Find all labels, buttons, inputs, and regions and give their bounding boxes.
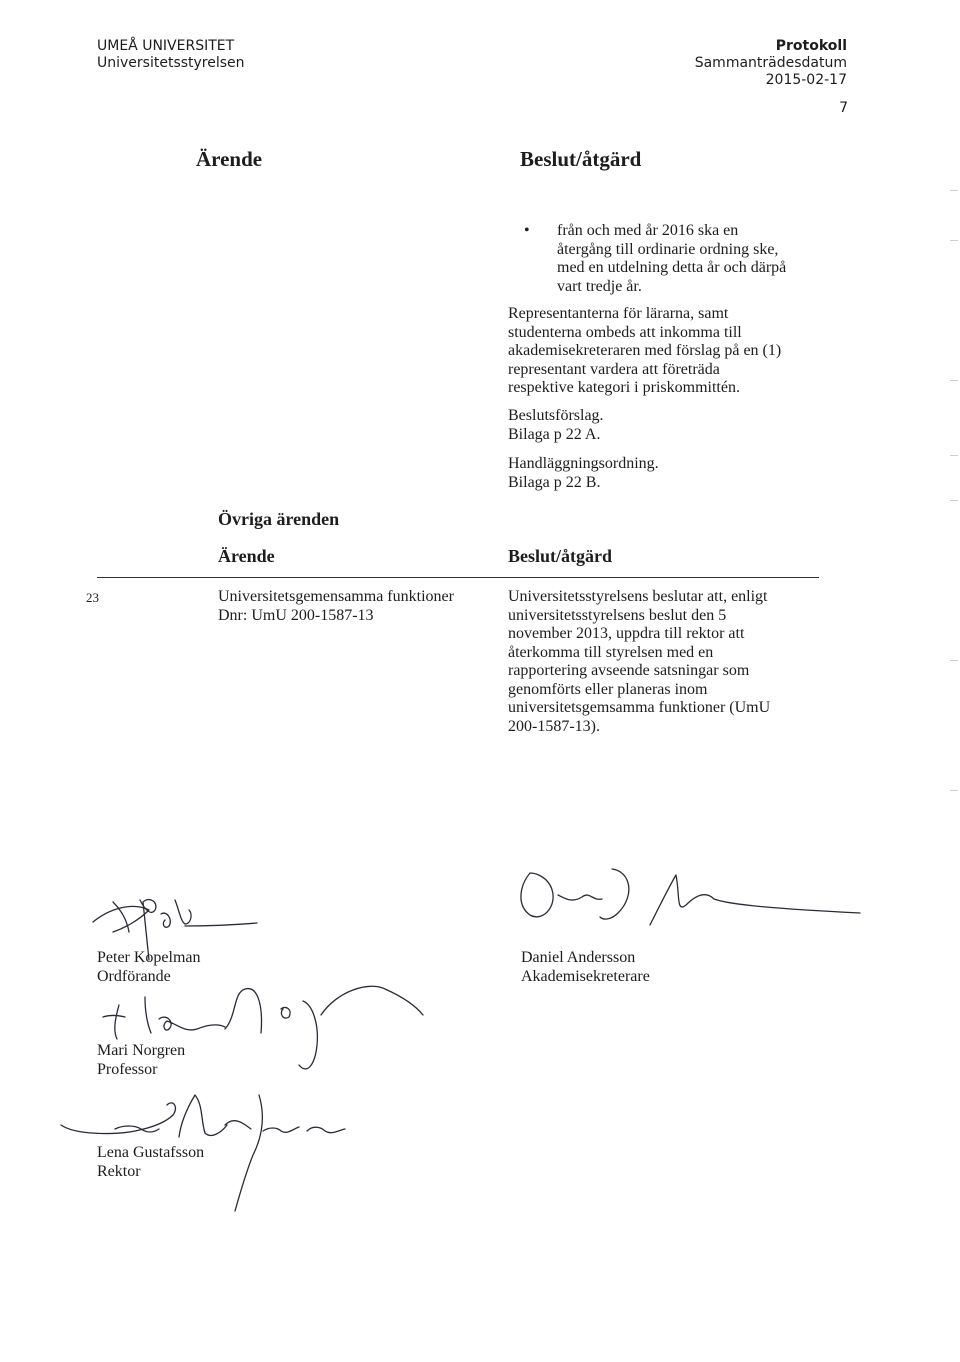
unit-name: Universitetsstyrelsen bbox=[97, 55, 245, 71]
signatory-akademisekreterare bbox=[521, 948, 650, 986]
section-divider bbox=[97, 577, 819, 578]
decision-line: återkomma till styrelsen med en bbox=[508, 643, 714, 661]
paragraph-line: akademisekreteraren med förslag på en (1) bbox=[508, 342, 782, 359]
signatory-ordforande bbox=[97, 948, 201, 986]
signatory-name: Daniel Andersson bbox=[521, 949, 636, 966]
attachment-b bbox=[508, 455, 659, 492]
signatory-name: Lena Gustafsson bbox=[97, 1144, 205, 1161]
scan-edge-marks bbox=[946, 0, 960, 1362]
item-decision bbox=[508, 588, 770, 736]
signatory-name: Peter Kopelman bbox=[97, 949, 201, 966]
bullet-line: från och med år 2016 ska en bbox=[557, 222, 739, 239]
bullet-line: återgång till ordinarie ordning ske, bbox=[557, 240, 779, 258]
paragraph-line: respektive kategori i priskommittén. bbox=[508, 379, 740, 396]
paragraph-line: representant vardera att företräda bbox=[508, 360, 720, 378]
paragraph-line: studenterna ombeds att inkomma till bbox=[508, 323, 742, 341]
section-title: Övriga ärenden bbox=[218, 509, 340, 529]
bullet-text bbox=[557, 222, 786, 296]
column-heading-beslut: Beslut/åtgärd bbox=[520, 147, 642, 171]
signatory-rektor bbox=[97, 1143, 204, 1181]
signatory-role: Ordförande bbox=[97, 968, 171, 985]
representatives-paragraph bbox=[508, 305, 781, 398]
decision-line: rapportering avseende satsningar som bbox=[508, 662, 750, 679]
decision-line: genomförts eller planeras inom bbox=[508, 680, 708, 698]
org-name: UMEÅ UNIVERSITET bbox=[97, 38, 235, 54]
header-left bbox=[97, 38, 245, 72]
date-label: Sammanträdesdatum bbox=[694, 55, 847, 71]
signatory-role: Rektor bbox=[97, 1163, 141, 1180]
signatory-name: Mari Norgren bbox=[97, 1042, 186, 1059]
bullet-line: vart tredje år. bbox=[557, 277, 642, 295]
section-column-arende: Ärende bbox=[218, 546, 275, 566]
decision-line: 200-1587-13). bbox=[508, 717, 600, 735]
section-column-beslut: Beslut/åtgärd bbox=[508, 546, 613, 566]
item-dnr: Dnr: UmU 200-1587-13 bbox=[218, 606, 374, 624]
item-number: 23 bbox=[86, 590, 99, 605]
column-heading-arende: Ärende bbox=[196, 147, 263, 171]
attachment-title: Handläggningsordning. bbox=[508, 455, 659, 472]
decision-line: universitetsstyrelsens beslut den 5 bbox=[508, 606, 727, 624]
decision-line: Universitetsstyrelsens beslutar att, enligt bbox=[508, 588, 768, 605]
signature-daniel-andersson bbox=[500, 855, 870, 935]
doc-type: Protokoll bbox=[775, 38, 847, 54]
signatory-professor bbox=[97, 1041, 185, 1079]
signatory-role: Akademisekreterare bbox=[521, 968, 650, 985]
paragraph-line: Representanterna för lärarna, samt bbox=[508, 305, 729, 322]
decision-line: november 2013, uppdra till rektor att bbox=[508, 625, 745, 642]
attachment-title: Beslutsförslag. bbox=[508, 407, 604, 424]
attachment-a bbox=[508, 407, 604, 444]
meeting-date: 2015-02-17 bbox=[765, 72, 847, 88]
decision-line: universitetsgemsamma funktioner (UmU bbox=[508, 699, 771, 716]
item-title: Universitetsgemensamma funktioner bbox=[218, 588, 454, 605]
signatory-role: Professor bbox=[97, 1061, 158, 1078]
item-subject bbox=[218, 588, 454, 625]
page-number: 7 bbox=[839, 100, 848, 116]
bullet-marker: • bbox=[524, 222, 530, 239]
attachment-ref: Bilaga p 22 A. bbox=[508, 425, 601, 443]
header-right bbox=[695, 38, 847, 89]
attachment-ref: Bilaga p 22 B. bbox=[508, 473, 601, 491]
bullet-line: med en utdelning detta år och därpå bbox=[557, 259, 787, 276]
